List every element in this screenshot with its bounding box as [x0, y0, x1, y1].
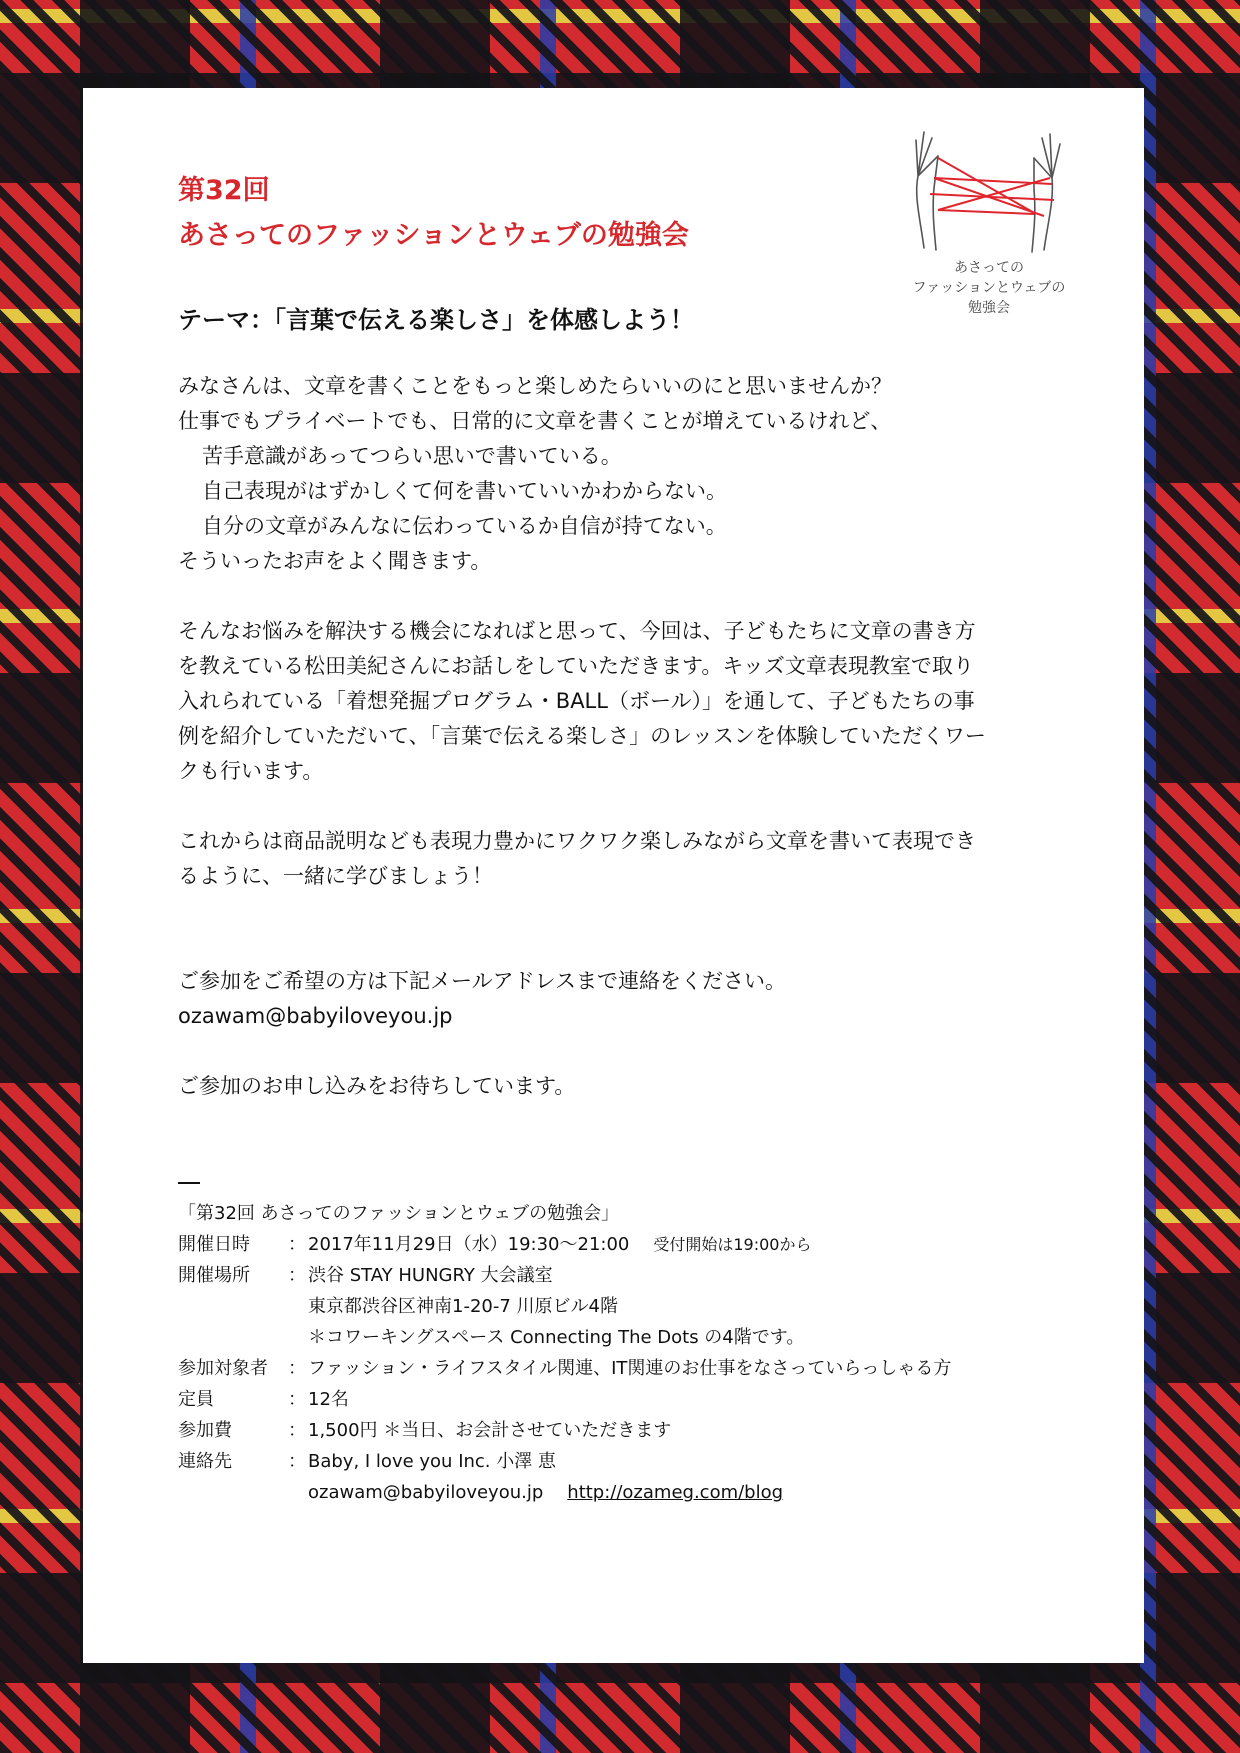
paragraph-line: クも行います。 [178, 759, 324, 783]
detail-label: 参加費 [178, 1420, 232, 1441]
detail-value [308, 1260, 804, 1353]
event-name: 「第32回 あさってのファッションとウェブの勉強会」 [178, 1203, 620, 1224]
detail-row-capacity [178, 1384, 1078, 1415]
spacer [178, 894, 1078, 964]
logo-line: ファッションとウェブの [912, 280, 1066, 296]
spacer [178, 1034, 1078, 1069]
detail-value [308, 1446, 783, 1508]
page-title [178, 168, 1078, 258]
detail-colon: ： [288, 1234, 306, 1255]
paragraph-line: 自分の文章がみんなに伝わっているか自信が持てない。 [202, 514, 727, 538]
paragraph-line: そういったお声をよく聞きます。 [178, 549, 492, 573]
blog-link[interactable]: http://ozameg.com/blog [567, 1482, 784, 1503]
date-note: 受付開始は19:00から [653, 1235, 812, 1254]
title-line-2: あさってのファッションとウェブの勉強会 [178, 220, 689, 251]
paragraph-line: 仕事でもプライベートでも、日常的に文章を書くことが増えているけれど、 [178, 409, 892, 433]
paragraph-line: ご参加のお申し込みをお待ちしています。 [178, 1074, 576, 1098]
paragraph-line: 入れられている「着想発掘プログラム・BALL（ボール）」を通して、子どもたちの事 [178, 689, 975, 713]
divider-dash [178, 1182, 200, 1198]
logo-line: 勉強会 [968, 300, 1010, 316]
paragraph-line: みなさんは、文章を書くことをもっと楽しめたらいいのにと思いませんか？ [178, 374, 892, 398]
venue-name: 渋谷 STAY HUNGRY 大会議室 [308, 1265, 553, 1286]
detail-value [308, 1229, 812, 1260]
contact-name: Baby, I love you Inc. 小澤 恵 [308, 1451, 556, 1472]
logo-line: あさっての [954, 260, 1024, 276]
paragraph-line: 自己表現がはずかしくて何を書いていいかわからない。 [202, 479, 727, 503]
date-value: 2017年11月29日（水）19:30〜21:00 [308, 1234, 630, 1255]
flyer-content [178, 168, 1078, 1508]
detail-value: 12名 [308, 1389, 349, 1410]
detail-label: 連絡先 [178, 1451, 232, 1472]
paragraph-line: 苦手意識があってつらい思いで書いている。 [202, 444, 622, 468]
detail-row-contact [178, 1446, 1078, 1508]
venue-address: 東京都渋谷区神南1-20-7 川原ビル4階 [308, 1296, 618, 1317]
detail-label: 参加対象者 [178, 1358, 268, 1379]
event-details [178, 1182, 1078, 1508]
spacer [178, 579, 1078, 614]
contact-email-text: ozawam@babyiloveyou.jp [178, 1004, 453, 1028]
contact-email: ozawam@babyiloveyou.jp [308, 1482, 544, 1503]
paragraph-line: るように、一緒に学びましょう！ [178, 864, 493, 888]
spacer [178, 789, 1078, 824]
detail-row-venue [178, 1260, 1078, 1353]
detail-colon: ： [288, 1451, 306, 1472]
detail-row-target [178, 1353, 1078, 1384]
paragraph-line: そんなお悩みを解決する機会になればと思って、今回は、子どもたちに文章の書き方 [178, 619, 976, 643]
theme-heading: テーマ：「言葉で伝える楽しさ」を体感しよう！ [178, 306, 694, 334]
title-line-1: 第32回 [178, 175, 270, 206]
detail-value: ファッション・ライフスタイル関連、IT関連のお仕事をなさっていらっしゃる方 [308, 1358, 952, 1379]
venue-note: ＊コワーキングスペース Connecting The Dots の4階です。 [308, 1327, 805, 1348]
detail-row-date [178, 1229, 1078, 1260]
flyer-card [83, 88, 1144, 1663]
paragraph-line: ご参加をご希望の方は下記メールアドレスまで連絡をください。 [178, 969, 786, 993]
detail-colon: ： [288, 1420, 306, 1441]
detail-row-fee [178, 1415, 1078, 1446]
detail-label: 定員 [178, 1389, 214, 1410]
paragraph-line: これからは商品説明なども表現力豊かにワクワク楽しみながら文章を書いて表現でき [178, 829, 976, 853]
detail-label: 開催日時 [178, 1234, 250, 1255]
detail-label: 開催場所 [178, 1265, 250, 1286]
paragraph-line: を教えている松田美紀さんにお話しをしていただきます。キッズ文章表現教室で取り [178, 654, 974, 678]
detail-value: 1,500円 ＊当日、お会計させていただきます [308, 1420, 672, 1441]
detail-colon: ： [288, 1265, 306, 1286]
detail-colon: ： [288, 1358, 306, 1379]
contact-links [308, 1477, 783, 1508]
body-text [178, 369, 1078, 1104]
paragraph-line: 例を紹介していただいて、「言葉で伝える楽しさ」のレッスンを体験していただくワー [178, 724, 986, 748]
detail-colon: ： [288, 1389, 306, 1410]
